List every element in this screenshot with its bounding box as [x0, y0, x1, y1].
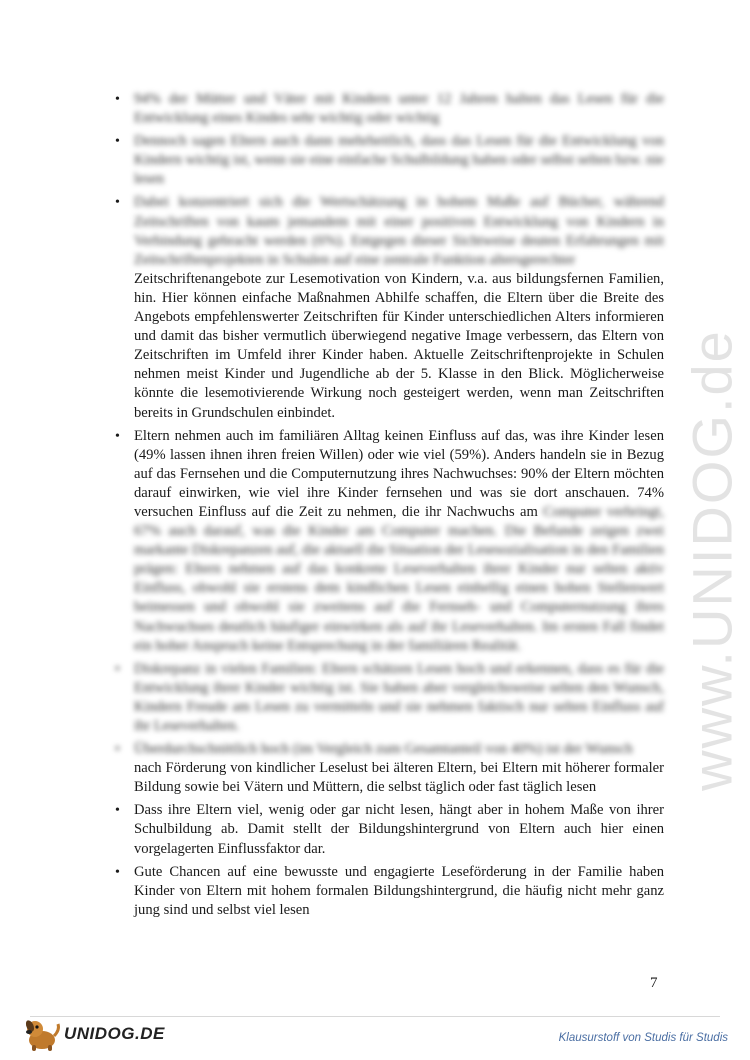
bullet-list	[108, 90, 664, 920]
unidog-logo[interactable]	[22, 1016, 165, 1052]
list-item	[108, 740, 664, 797]
list-item	[108, 427, 664, 656]
paragraph-text: Eltern nehmen auch im familiären Alltag keinen Einfluss auf das, was ihre Kinder lesen (49% lassen ihnen ihren freien Willen) oder wie viel (59%). Anders handeln sie in Bezug auf das Fernsehen und die Computernutzung ihres Nachwuchses: 90% der Eltern möchten darauf einwirken, wie viel ihre Kinder fernsehen und was sie dort anschauen. 74% versuchen Einfluss auf die Zeit zu nehmen, die ihr Nachwuchs am	[134, 427, 664, 520]
dog-icon	[22, 1016, 62, 1052]
paragraph-text: Gute Chancen auf eine bewusste und engagierte Leseförderung in der Familie haben Kinder von Eltern mit hohem formalen Bildungshintergrund, die häufig nicht mehr ganz jung sind und selbst viel lesen	[134, 863, 664, 918]
paragraph-text: Dass ihre Eltern viel, wenig oder gar nicht lesen, hängt aber in hohem Maße von ihrer Schulbildung ab. Damit stellt der Bildungshintergrund von Eltern auch hier einen vorgelagerten Einflussfaktor dar.	[134, 802, 664, 857]
list-item	[108, 660, 664, 736]
blurred-text: Dennoch sagen Eltern auch dann mehrheitlich, dass das Lesen für die Entwicklung von Kindern wichtig ist, wenn sie eine einfache Schulbildung haben oder selbst selten bzw. nie lesen	[134, 133, 664, 188]
blurred-text: Überdurchschnittlich hoch (im Vergleich zum Gesamtanteil von 40%) ist der Wunsch	[134, 741, 633, 758]
list-item	[108, 863, 664, 920]
bullet-icon: •	[115, 92, 120, 107]
bullet-icon: •	[115, 195, 120, 211]
blurred-text: Diskrepanz in vielen Familien: Eltern schätzen Lesen hoch und erkennen, dass es für die Entwicklung ihrer Kinder wichtig ist. Sie haben aber vergleichsweise selten den Wunsch, Kindern Freude am Lesen zu vermitteln und sie nehmen faktisch nur selten Einfluss auf ihr Leseverhalten.	[134, 660, 664, 734]
paragraph-text: nach Förderung von kindlicher Leselust bei älteren Eltern, bei Eltern mit höherer formaler Bildung sowie bei Vätern und Müttern, die selbst täglich oder fast täglich lesen	[134, 760, 664, 796]
blurred-text: 94% der Mütter und Väter mit Kindern unter 12 Jahren halten das Lesen für die Entwicklung eines Kindes sehr wichtig oder wichtig	[134, 91, 664, 127]
page-number: 7	[650, 975, 658, 991]
list-item	[108, 90, 664, 128]
bullet-icon: •	[115, 428, 120, 444]
bullet-icon: •	[115, 742, 120, 758]
paragraph-text: Zeitschriftenangebote zur Lesemotivation von Kindern, v.a. aus bildungsfernen Familien, hin. Hier können einfache Maßnahmen Abhilfe schaffen, die Eltern über die Breite des Angebots empfehlenswerter Zeitschriften für Kinder unterschiedlichen Alters informieren und damit das bisher vermutlich überwiegend negative Image verbessern, das Eltern von Zeitschriften im Umfeld ihrer Kinder haben. Aktuelle Zeitschriftenprojekte in Schulen nehmen meist Kinder und Jugendliche ab der 5. Klasse in den Blick. Möglicherweise könnte die lesemotivierende Wirkung noch gesteigert werden, wenn man Zeitschriften bereits in Grundschulen einbindet.	[134, 270, 664, 421]
bullet-icon: •	[115, 134, 120, 150]
blurred-text: Dabei konzentriert sich die Wertschätzung in hohem Maße auf Bücher, während Zeitschriften von kaum jemandem mit einer positiven Entwicklung von Kindern in Verbindung gebracht werden (6%). Entgegen dieser Sichtweise deuten Erfahrungen mit Zeitschriftenprojekten in Schulen auf eine zentrale Funktion altersgerechter	[134, 194, 664, 268]
page-content	[108, 90, 664, 924]
footer-tagline: Klausurstoff von Studis für Studis	[558, 1032, 728, 1044]
bullet-icon: •	[115, 864, 120, 880]
watermark: www.UNIDOG.de	[680, 329, 744, 791]
bullet-icon: •	[115, 803, 120, 819]
list-item	[108, 801, 664, 858]
list-item	[108, 132, 664, 189]
blurred-text: Computer verbringt, 67% auch darauf, was die Kinder am Computer machen. Die Befunde zeigen zwei markante Diskrepanzen auf, die aktuell die Situation der Lesesozialisation in den Familien prägen: Eltern nehmen auf das konkrete Leseverhalten ihrer Kinder nur selten aktiv Einfluss, obwohl sie erstens dem kindlichen Lesen einhellig einen hohen Stellenwert beimessen und obwohl sie zweitens auf die Fernseh- und Computernutzung ihres Nachwuchses deutlich häufiger einwirken als auf ihr Leseverhalten. Im ersten Fall findet ein hoher Anspruch keine Entsprechung in der familiären Realität.	[134, 503, 664, 654]
bullet-icon: •	[115, 661, 120, 677]
logo-text: UNIDOG.DE	[64, 1024, 165, 1043]
list-item	[108, 193, 664, 422]
